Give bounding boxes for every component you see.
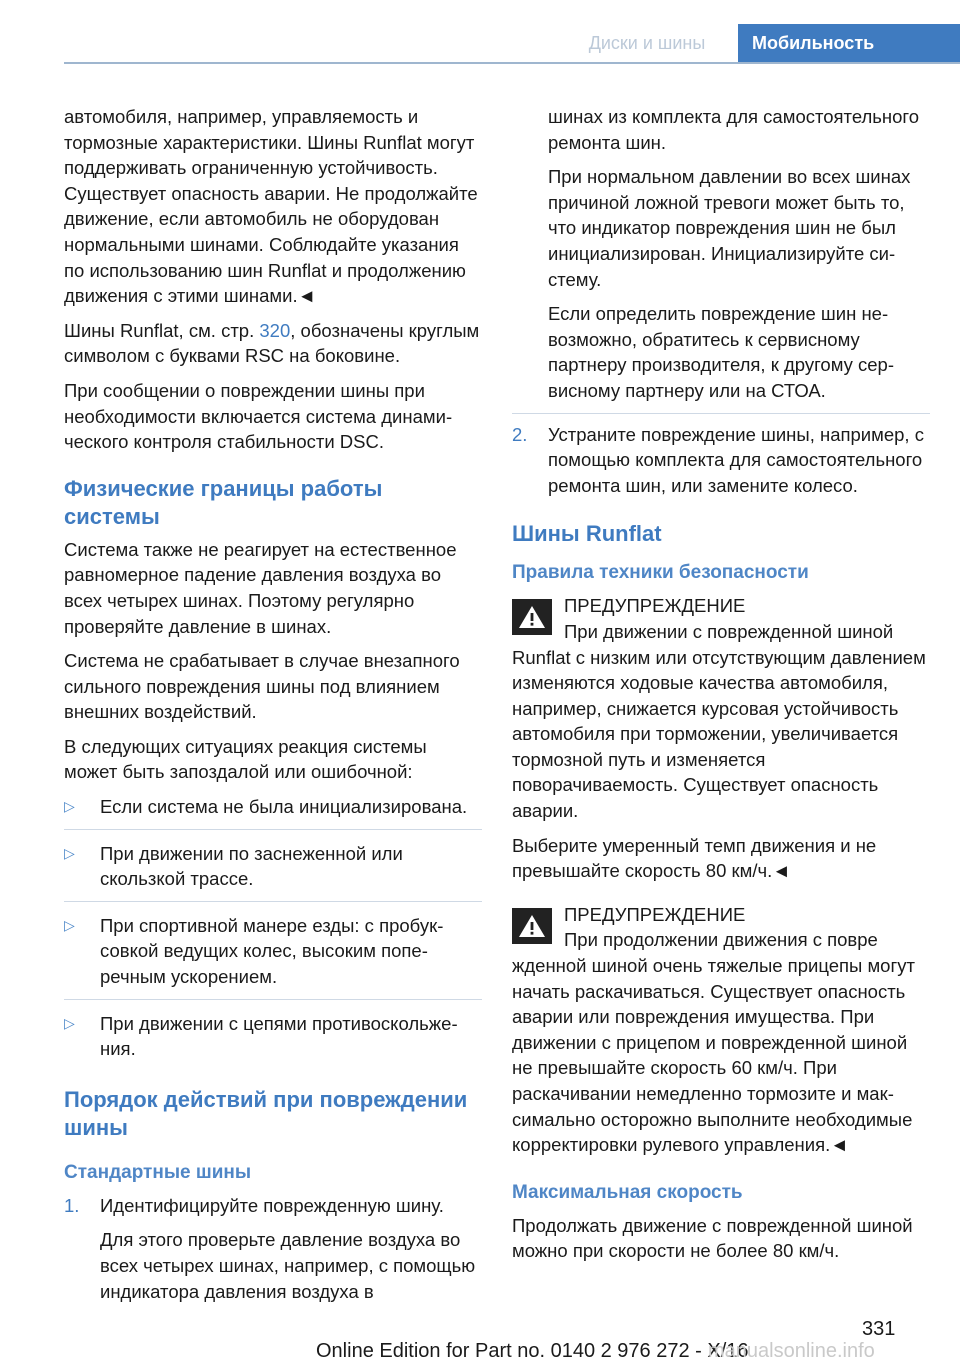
step-text: Идентифицируйте поврежденную шину. xyxy=(100,1194,444,1216)
paragraph: автомобиля, например, управляемость и тормозные характеристики. Шины Runflat могут поддерживать ограниченную устойчивость. Существует опасность аварии. Не продолжайте движение, если автомобиль не оборудован нормальными шинами. Соблюдайте указания по использованию шин Runflat и продолжению движения с этими шинами.◄ xyxy=(64,106,478,307)
heading-runflat: Шины Runflat xyxy=(512,521,662,547)
page-number: 331 xyxy=(862,1318,896,1340)
text: Шины Runflat, см. стр. xyxy=(64,319,260,341)
warning-text: Runflat с низким или отсутствующим давлением изменяются ходовые качества автомобиля, например, снижается курсовая устойчивость автомобиля при торможении, увеличивается тормозной путь и изменяется поворачиваемость. Существует опасность аварии. xyxy=(512,646,926,822)
right-column xyxy=(512,104,930,1273)
warning-block xyxy=(512,902,930,953)
warning-label: ПРЕДУПРЕЖДЕНИЕ xyxy=(564,595,746,617)
step-item xyxy=(64,1193,482,1219)
list-item xyxy=(64,913,482,1000)
chapter-tab: Мобильность xyxy=(738,24,960,62)
left-column xyxy=(64,104,482,1313)
header-rule xyxy=(64,62,960,64)
step-number: 2. xyxy=(512,423,528,445)
triangle-bullet-icon: ▷ xyxy=(64,798,75,815)
warning-block xyxy=(512,593,930,644)
warning-label: ПРЕДУПРЕЖДЕНИЕ xyxy=(564,903,746,925)
step-number: 1. xyxy=(64,1194,80,1216)
step-text: Устраните повреждение шины, например, с помощью комплекта для самостоятельного ремонта шин, или замените колесо. xyxy=(548,423,924,496)
warning-first-line: При движении с поврежденной шиной xyxy=(564,620,894,642)
list-item-text: При движении по заснеженной или скользкой трассе. xyxy=(100,842,403,890)
heading-limits: Физические границы работы системы xyxy=(64,475,383,529)
list-item xyxy=(64,1011,482,1062)
warning-triangle-icon xyxy=(512,599,552,635)
list-item-text: При спортивной манере езды: с пробуксовкой ведущих колес, высоким поперечным ускорением. xyxy=(100,914,444,988)
watermark-text: manualsonline.info xyxy=(708,1340,875,1362)
paragraph: В следующих ситуациях реакция системы может быть запоздалой или ошибочной: xyxy=(64,735,427,783)
paragraph: Продолжать движение с поврежденной шиной можно при скорости не более 80 км/ч. xyxy=(512,1214,913,1262)
triangle-bullet-icon: ▷ xyxy=(64,1014,75,1031)
heading-safety: Правила техники безопасности xyxy=(512,562,809,584)
heading-standard-tires: Стандартные шины xyxy=(64,1161,252,1183)
warning-triangle-icon xyxy=(512,908,552,944)
paragraph: Система также не реагирует на естественное равномерное падение давления воздуха во всех четырех шинах. Поэтому регулярно проверяйте давление в шинах. xyxy=(64,538,457,637)
text: , обозначены круглым символом с буквами RSC на боковине. xyxy=(64,319,480,367)
list-item xyxy=(64,841,482,902)
step-detail: При нормальном давлении во всех шинах причиной ложной тревоги может быть то, что индикатор повреждения шин не был инициализирован. Инициализируйте систему. xyxy=(548,166,911,290)
heading-procedure: Порядок действий при повреждении шины xyxy=(64,1086,468,1140)
heading-max-speed: Максимальная скорость xyxy=(512,1181,743,1203)
page-link[interactable]: 320 xyxy=(259,319,291,341)
edition-text: Online Edition for Part no. 0140 2 976 272 - X/16 xyxy=(316,1340,749,1362)
paragraph: Система не срабатывает в случае внезапного сильного повреждения шины под влиянием внешних воздействий. xyxy=(64,650,460,723)
warning-text: жденной шиной очень тяжелые прицепы могут начать раскачиваться. Существует опасность аварии или повреждения имущества. При движении с прицепом и поврежденной шиной не превышайте скорость 60 км/ч. При раскачивании немедленно тормозите и максимально осторожно выполните необходимые корректировки рулевого управления.◄ xyxy=(512,955,915,1156)
paragraph xyxy=(64,318,482,369)
step-detail: Для этого проверьте давление воздуха во всех четырех шинах, например, с помощью индикатора давления воздуха в xyxy=(100,1229,476,1302)
page-header xyxy=(0,24,960,62)
list-item-text: При движении с цепями противоскольжения. xyxy=(100,1012,458,1060)
paragraph: При сообщении о повреждении шины при необходимости включается система динамического контроля стабильности DSC. xyxy=(64,379,453,453)
step-item xyxy=(512,413,930,499)
paragraph: Выберите умеренный темп движения и не превышайте скорость 80 км/ч.◄ xyxy=(512,834,877,882)
list-item-text: Если система не была инициализирована. xyxy=(100,796,468,818)
warning-first-line: При продолжении движения с повре xyxy=(564,929,878,951)
step-detail: шинах из комплекта для самостоятельного ремонта шин. xyxy=(548,106,920,153)
list-item xyxy=(64,794,482,830)
section-title: Диски и шины xyxy=(588,33,706,53)
step-detail: Если определить повреждение шин невозможно, обратитесь к сервисному партнеру производителя, к другому сервисному партнеру или на СТОА. xyxy=(548,303,895,401)
triangle-bullet-icon: ▷ xyxy=(64,844,75,861)
triangle-bullet-icon: ▷ xyxy=(64,916,75,933)
